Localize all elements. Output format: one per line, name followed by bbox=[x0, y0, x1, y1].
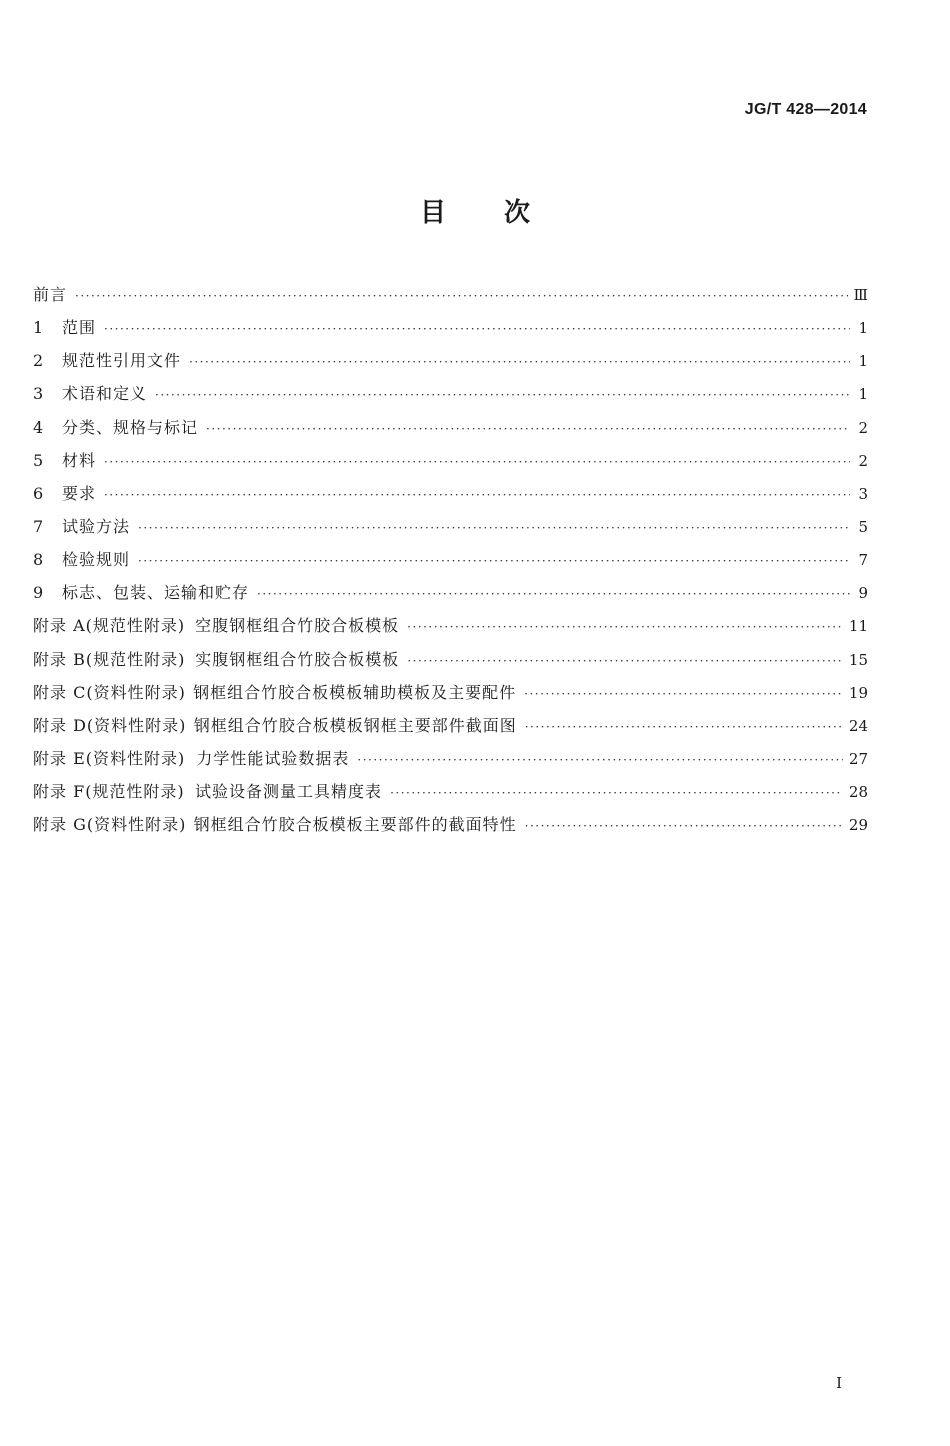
toc-leader-dots bbox=[525, 819, 843, 833]
toc-page-number: 5 bbox=[858, 517, 868, 536]
toc-entry-title: 钢框组合竹胶合板模板主要部件的截面特性 bbox=[193, 815, 517, 835]
toc-appendix-tag: 附录 B(规范性附录) bbox=[33, 649, 186, 669]
toc-entry-appendix-g[interactable] bbox=[33, 812, 868, 845]
toc-leader-dots bbox=[104, 488, 850, 502]
toc-entry-title: 试验设备测量工具精度表 bbox=[195, 782, 383, 802]
page-title: 目次 bbox=[419, 198, 588, 228]
toc-entry-appendix-f[interactable] bbox=[33, 779, 868, 812]
toc-entry-appendix-e[interactable] bbox=[33, 746, 868, 779]
toc-entry-appendix-b[interactable] bbox=[33, 647, 868, 680]
toc-leader-dots bbox=[407, 620, 843, 634]
toc-entry-9[interactable] bbox=[33, 580, 868, 613]
toc-leader-dots bbox=[525, 720, 843, 734]
toc-appendix-tag: 附录 G(资料性附录) bbox=[33, 815, 187, 835]
toc-appendix-tag: 附录 C(资料性附录) bbox=[33, 682, 186, 702]
page-number: I bbox=[836, 1374, 842, 1392]
toc-entry-number: 9 bbox=[33, 583, 44, 603]
toc-leader-dots bbox=[407, 654, 843, 668]
toc-entry-title: 材料 bbox=[62, 450, 97, 470]
toc-page-number: 1 bbox=[858, 385, 868, 404]
toc-page-number: Ⅲ bbox=[853, 286, 868, 304]
toc-entry-number: 3 bbox=[33, 384, 44, 404]
toc-page-number: 29 bbox=[848, 816, 868, 835]
toc-entry-title: 力学性能试验数据表 bbox=[196, 748, 350, 768]
toc-entry-title: 范围 bbox=[62, 318, 97, 338]
toc-page-number: 15 bbox=[848, 650, 868, 669]
toc-entry-3[interactable] bbox=[33, 381, 868, 414]
toc-leader-dots bbox=[138, 521, 850, 535]
toc-entry-title: 术语和定义 bbox=[62, 384, 148, 404]
toc-appendix-tag: 附录 E(资料性附录) bbox=[33, 748, 186, 768]
toc-entry-title: 钢框组合竹胶合板模板辅助模板及主要配件 bbox=[193, 682, 517, 702]
toc-entry-number: 5 bbox=[33, 450, 44, 470]
toc-leader-dots bbox=[357, 753, 843, 767]
toc-entry-appendix-d[interactable] bbox=[33, 713, 868, 746]
toc-page-number: 27 bbox=[848, 749, 868, 768]
toc-page-number: 1 bbox=[858, 352, 868, 371]
toc-entry-title: 试验方法 bbox=[62, 516, 131, 536]
toc-appendix-tag: 附录 D(资料性附录) bbox=[33, 715, 187, 735]
toc-entry-title: 分类、规格与标记 bbox=[62, 417, 199, 437]
toc-leader-dots bbox=[75, 289, 848, 303]
toc-entry-8[interactable] bbox=[33, 547, 868, 580]
toc-page-number: 7 bbox=[858, 551, 868, 570]
toc-entry-number: 6 bbox=[33, 483, 44, 503]
toc-entry-number: 7 bbox=[33, 516, 44, 536]
toc-page-number: 11 bbox=[848, 617, 868, 636]
toc-leader-dots bbox=[524, 687, 843, 701]
toc-entry-6[interactable] bbox=[33, 481, 868, 514]
toc-entry-foreword[interactable] bbox=[33, 282, 868, 315]
toc-leader-dots bbox=[189, 355, 850, 369]
toc-entry-7[interactable] bbox=[33, 514, 868, 547]
toc-page-number: 19 bbox=[848, 683, 868, 702]
toc-entry-1[interactable] bbox=[33, 315, 868, 348]
toc-page-number: 3 bbox=[858, 484, 868, 503]
toc-page-number: 2 bbox=[858, 418, 868, 437]
toc-entry-title: 实腹钢框组合竹胶合板模板 bbox=[195, 649, 400, 669]
toc-page-number: 28 bbox=[848, 783, 868, 802]
toc-page-number: 2 bbox=[858, 451, 868, 470]
toc-leader-dots bbox=[155, 388, 850, 402]
toc-appendix-tag: 附录 A(规范性附录) bbox=[33, 616, 186, 636]
toc-entry-number: 8 bbox=[33, 550, 44, 570]
toc-leader-dots bbox=[257, 587, 850, 601]
toc-entry-title: 钢框组合竹胶合板模板钢框主要部件截面图 bbox=[193, 715, 517, 735]
toc-leader-dots bbox=[104, 455, 850, 469]
toc-entry-number: 4 bbox=[33, 417, 44, 437]
toc-entry-2[interactable] bbox=[33, 348, 868, 381]
toc-entry-number: 2 bbox=[33, 351, 44, 371]
toc-entry-appendix-c[interactable] bbox=[33, 680, 868, 713]
toc-entry-title: 空腹钢框组合竹胶合板模板 bbox=[195, 616, 400, 636]
toc-entry-title: 要求 bbox=[62, 483, 97, 503]
toc-appendix-tag: 附录 F(规范性附录) bbox=[33, 782, 185, 802]
toc-entry-title: 规范性引用文件 bbox=[62, 351, 182, 371]
toc-entry-appendix-a[interactable] bbox=[33, 613, 868, 646]
toc-entry-title: 前言 bbox=[33, 285, 68, 304]
toc-page-number: 1 bbox=[858, 319, 868, 338]
standard-code: JG/T 428—2014 bbox=[744, 101, 867, 118]
toc-entry-5[interactable] bbox=[33, 448, 868, 481]
toc-leader-dots bbox=[206, 422, 850, 436]
toc-leader-dots bbox=[104, 322, 850, 336]
toc-page-number: 24 bbox=[848, 716, 868, 735]
toc-entry-title: 检验规则 bbox=[62, 550, 131, 570]
toc-page-number: 9 bbox=[858, 584, 868, 603]
toc-entry-number: 1 bbox=[33, 318, 44, 338]
toc-entry-title: 标志、包装、运输和贮存 bbox=[62, 583, 250, 603]
toc-leader-dots bbox=[390, 786, 843, 800]
toc-entry-4[interactable] bbox=[33, 415, 868, 448]
table-of-contents bbox=[33, 282, 868, 845]
toc-leader-dots bbox=[138, 554, 850, 568]
